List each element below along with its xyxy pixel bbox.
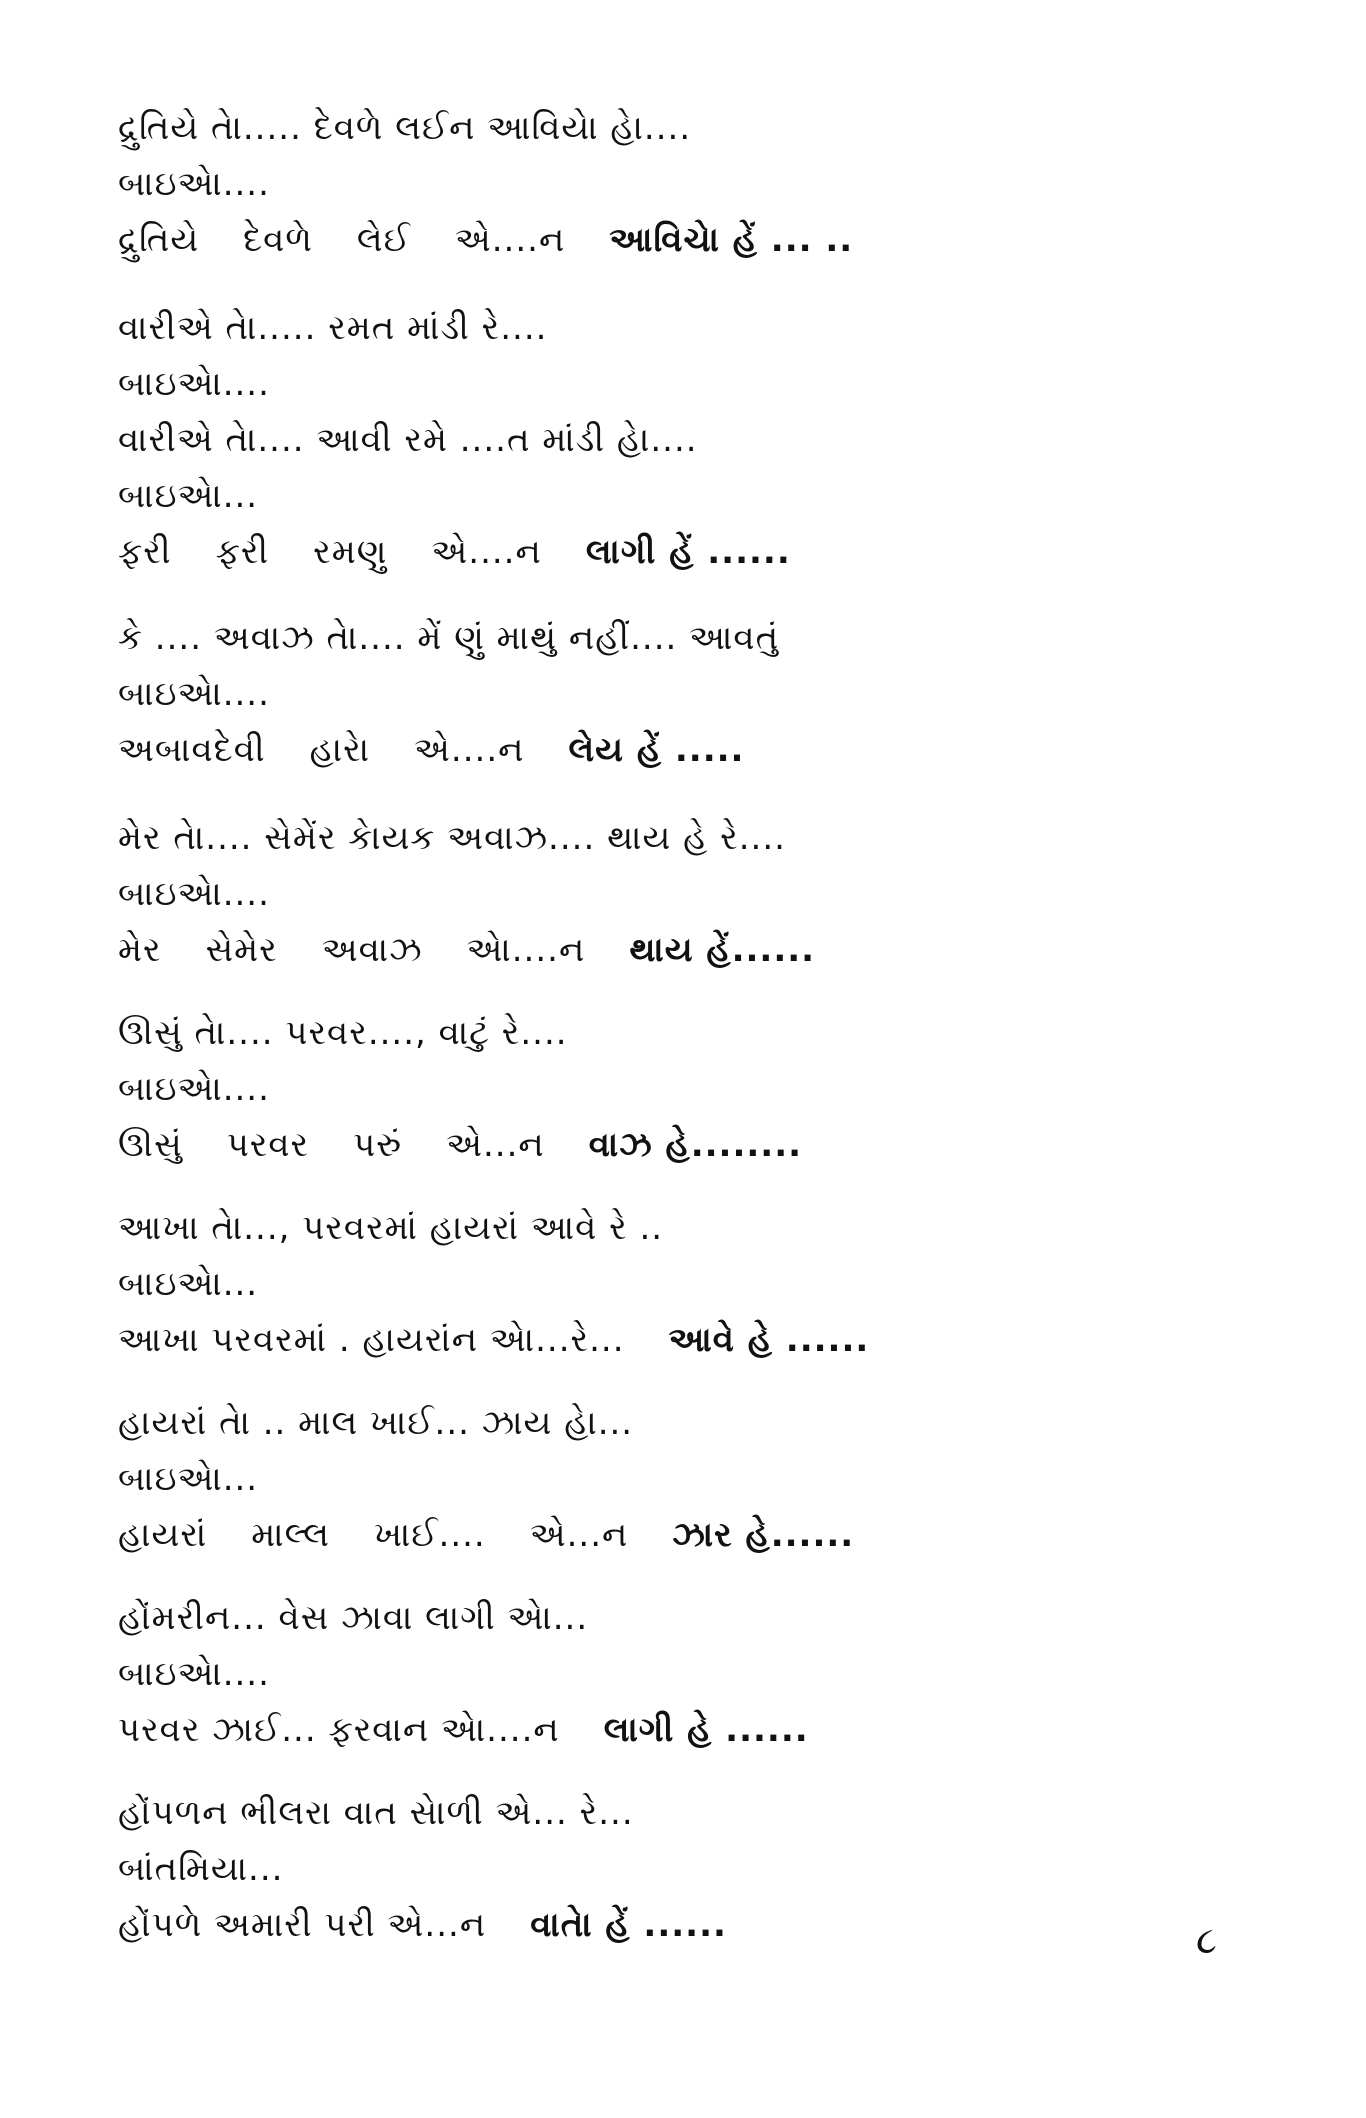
stanza: [118, 1395, 1268, 1563]
refrain-word: થાય હેં......: [629, 930, 816, 970]
verse-text: બાંતમિયા...: [118, 1849, 284, 1889]
verse-text: મેર તેા.... સેમેંર કેાયક અવાઝ.... થાય હે રે....: [118, 818, 786, 858]
verse-line: [118, 300, 1268, 356]
verse-text: એ....ન: [454, 220, 566, 260]
verse-text: બાઇએા....: [118, 1654, 270, 1694]
refrain-word: લાગી હેં ......: [585, 532, 791, 572]
refrain-word: લેય હેં .....: [568, 730, 745, 770]
verse-text: ઊસું: [118, 1125, 183, 1165]
verse-text: હાયરાં તેા .. માલ ખાઈ... ઝાય હેા...: [118, 1403, 634, 1443]
verse-line: [118, 1590, 1268, 1646]
verse-line: [118, 1451, 1268, 1507]
verse-line: [118, 866, 1268, 922]
verse-text: એા....ન: [466, 930, 586, 970]
verse-line: [118, 100, 1268, 156]
refrain-word: આવે હે ......: [668, 1320, 870, 1360]
verse-text: વારીએ તેા.... આવી રમે ....ત માંડી હેા....: [118, 420, 698, 460]
verse-line: [118, 810, 1268, 866]
verse-line: [118, 1117, 1268, 1173]
verse-text: બાઇએા....: [118, 164, 270, 204]
verse-line: [118, 1200, 1268, 1256]
verse-text: ફરી: [118, 532, 172, 572]
verse-text: લેઈ: [356, 220, 411, 260]
verse-text: બાઇએા....: [118, 364, 270, 404]
verse-text: હોંપળે અમારી પરી એ...ન: [118, 1905, 487, 1945]
verse-text: અબાવદેવી: [118, 730, 266, 770]
verse-line: [118, 922, 1268, 978]
verse-text: બાઇએા...: [118, 1459, 259, 1499]
verse-line: [118, 1256, 1268, 1312]
verse-line: [118, 1897, 1268, 1953]
verse-text: ફરી: [215, 532, 270, 572]
verse-text: પરવર ઝાઈ... ફરવાન એા....ન: [118, 1710, 560, 1750]
stanza: [118, 810, 1268, 978]
verse-text: આખા પરવરમાં . હાયરાંન એા...રે...: [118, 1320, 625, 1360]
verse-line: [118, 1061, 1268, 1117]
refrain-word: ઝાર હે......: [672, 1515, 855, 1555]
verse-text: બાઇએા....: [118, 874, 270, 914]
stanza: [118, 100, 1268, 268]
verse-text: પરું: [353, 1125, 403, 1165]
verse-text: પરવર: [226, 1125, 310, 1165]
verse-line: [118, 1395, 1268, 1451]
verse-line: [118, 1005, 1268, 1061]
verse-text: હાયરાં: [118, 1515, 208, 1555]
verse-line: [118, 610, 1268, 666]
verse-text: ઊસું તેા.... પરવર...., વાટું રે....: [118, 1013, 568, 1053]
verse-text: આખા તેા..., પરવરમાં હાયરાં આવે રે ..: [118, 1208, 664, 1248]
verse-text: હોંપળન ભીલરા વાત સેાળી એ... રે...: [118, 1793, 634, 1833]
page-number: ૮: [1196, 1918, 1217, 1962]
refrain-word: લાગી હે ......: [603, 1710, 809, 1750]
verse-text: અવાઝ: [321, 930, 423, 970]
verse-text: દ્રુતિયે: [118, 220, 200, 260]
verse-line: [118, 1312, 1268, 1368]
verse-line: [118, 1507, 1268, 1563]
verse-text: એ....ન: [431, 532, 542, 572]
verse-text: હોંમરીન... વેસ ઝાવા લાગી એા...: [118, 1598, 589, 1638]
verse-line: [118, 468, 1268, 524]
verse-text: હારેા: [309, 730, 371, 770]
verse-line: [118, 1646, 1268, 1702]
stanza: [118, 610, 1268, 778]
verse-text: દ્રુતિયે તેા..... દેવળે લઈન આવિયેા હેા....: [118, 108, 692, 148]
verse-line: [118, 412, 1268, 468]
verse-text: એ...ન: [446, 1125, 545, 1165]
verse-text: એ....ન: [414, 730, 525, 770]
verse-text: દેવળે: [243, 220, 313, 260]
stanza: [118, 1200, 1268, 1368]
refrain-word: આવિચેા હેં ... ..: [609, 220, 854, 260]
verse-line: [118, 722, 1268, 778]
verse-text: બાઇએા...: [118, 476, 259, 516]
stanza: [118, 300, 1268, 580]
verse-text: મેર: [118, 930, 162, 970]
verse-line: [118, 666, 1268, 722]
verse-line: [118, 524, 1268, 580]
verse-line: [118, 1841, 1268, 1897]
refrain-word: વાતેા હેં ......: [530, 1905, 727, 1945]
verse-line: [118, 1785, 1268, 1841]
stanza: [118, 1785, 1268, 1953]
verse-text: બાઇએા....: [118, 674, 270, 714]
stanza: [118, 1005, 1268, 1173]
verse-text: કે .... અવાઝ તેા.... મેં ણું માથું નહીં.... આવતું: [118, 618, 780, 658]
verse-text: સેમેર: [205, 930, 278, 970]
refrain-word: વાઝ હે........: [588, 1125, 803, 1165]
verse-text: ખાઈ....: [373, 1515, 486, 1555]
stanza: [118, 1590, 1268, 1758]
verse-line: [118, 356, 1268, 412]
verse-line: [118, 212, 1268, 268]
verse-line: [118, 156, 1268, 212]
verse-text: વારીએ તેા..... રમત માંડી રે....: [118, 308, 548, 348]
verse-line: [118, 1702, 1268, 1758]
verse-text: માલ્લ: [251, 1515, 330, 1555]
verse-text: રમણુ: [313, 532, 388, 572]
verse-text: બાઇએા...: [118, 1264, 259, 1304]
verse-text: બાઇએા....: [118, 1069, 270, 1109]
verse-text: એ...ન: [529, 1515, 629, 1555]
